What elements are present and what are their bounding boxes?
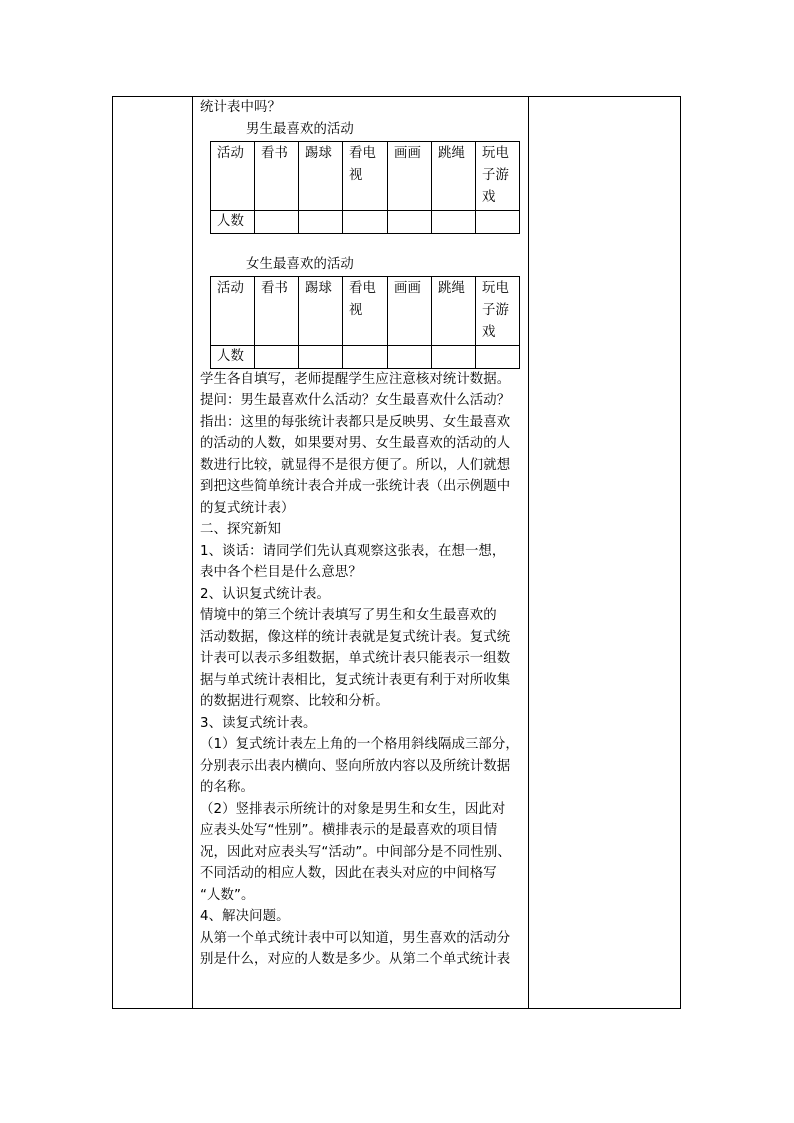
table-row [211, 345, 520, 368]
header-cell: 活动 [211, 141, 255, 210]
header-cell: 玩电子游戏 [476, 276, 520, 345]
header-cell: 看电视 [343, 141, 388, 210]
count-cell [299, 345, 343, 368]
row-label: 人数 [211, 210, 255, 233]
text-line: 的名称。 [200, 780, 254, 795]
text-line: 况，因此对应表头写“活动”。中间部分是不同性别、 [200, 844, 511, 860]
text-line: 2、认识复式统计表。 [200, 586, 331, 602]
header-cell: 看书 [255, 141, 299, 210]
header-cell: 踢球 [299, 141, 343, 210]
boys-activity-table [210, 141, 520, 234]
table-header-row [211, 141, 520, 210]
row-label: 人数 [211, 345, 255, 368]
header-cell: 玩电子游戏 [476, 141, 520, 210]
header-cell: 活动 [211, 276, 255, 345]
count-cell [388, 210, 432, 233]
header-cell: 看电视 [343, 276, 388, 345]
text-line: 学生各自填写，老师提醒学生应注意核对统计数据。 [200, 371, 511, 387]
section-heading: 二、探究新知 [200, 522, 281, 537]
count-cell [476, 210, 520, 233]
text-line: 的数据进行观察、比较和分析。 [200, 694, 389, 709]
text-line: 表中各个栏目是什么意思？ [200, 565, 362, 580]
lesson-content-cell [200, 97, 528, 971]
text-line: 的复式统计表） [200, 500, 295, 516]
text-line: 情境中的第三个统计表填写了男生和女生最喜欢的 [200, 608, 497, 623]
text-line: 活动数据，像这样的统计表就是复式统计表。复式统 [200, 629, 511, 645]
text-line: 分别表示出表内横向、竖向所放内容以及所统计数据 [200, 758, 511, 774]
column-divider-left [192, 97, 193, 1008]
count-cell [343, 210, 388, 233]
column-divider-right [528, 97, 529, 1008]
text-line: 别是什么，对应的人数是多少。从第二个单式统计表 [200, 952, 511, 967]
text-line: 计表可以表示多组数据，单式统计表只能表示一组数 [200, 651, 511, 666]
header-cell: 跳绳 [432, 276, 476, 345]
count-cell [432, 210, 476, 233]
text-line: 数进行比较，就显得不是很方便了。所以，人们就想 [200, 457, 511, 473]
count-cell [343, 345, 388, 368]
text-line: 不同活动的相应人数，因此在表头对应的中间格写 [200, 866, 497, 881]
count-cell [299, 210, 343, 233]
count-cell [476, 345, 520, 368]
text-line: “人数”。 [200, 887, 255, 903]
text-line: 的活动的人数，如果要对男、女生最喜欢的活动的人 [200, 436, 511, 451]
text-line: 到把这些简单统计表合并成一张统计表（出示例题中 [200, 479, 511, 494]
text-line: 应表头处写“性别”。横排表示的是最喜欢的项目情 [200, 823, 498, 838]
table-header-row [211, 276, 520, 345]
text-line: （2）竖排表示所统计的对象是男生和女生，因此对 [200, 801, 506, 817]
text-line: 提问：男生最喜欢什么活动？女生最喜欢什么活动？ [200, 393, 511, 408]
count-cell [255, 210, 299, 233]
header-cell: 画画 [388, 141, 432, 210]
intro-line: 统计表中吗？ [200, 100, 281, 115]
text-line: 据与单式统计表相比，复式统计表更有利于对所收集 [200, 672, 511, 688]
header-cell: 画画 [388, 276, 432, 345]
text-line: 4、解决问题。 [200, 909, 290, 924]
header-cell: 踢球 [299, 276, 343, 345]
text-line: 1、谈话：请同学们先认真观察这张表，在想一想， [200, 543, 506, 559]
header-cell: 看书 [255, 276, 299, 345]
header-cell: 跳绳 [432, 141, 476, 210]
count-cell [255, 345, 299, 368]
text-line: 从第一个单式统计表中可以知道，男生喜欢的活动分 [200, 930, 511, 946]
count-cell [432, 345, 476, 368]
table-row [211, 210, 520, 233]
girls-table-caption: 女生最喜欢的活动 [246, 256, 354, 272]
lesson-table-frame [112, 96, 681, 1009]
girls-activity-table [210, 276, 520, 369]
text-line: 指出：这里的每张统计表都只是反映男、女生最喜欢 [200, 414, 511, 430]
count-cell [388, 345, 432, 368]
text-line: （1）复式统计表左上角的一个格用斜线隔成三部分， [200, 737, 519, 752]
text-line: 3、读复式统计表。 [200, 715, 317, 731]
boys-table-caption: 男生最喜欢的活动 [246, 121, 354, 137]
spacer [200, 234, 528, 254]
